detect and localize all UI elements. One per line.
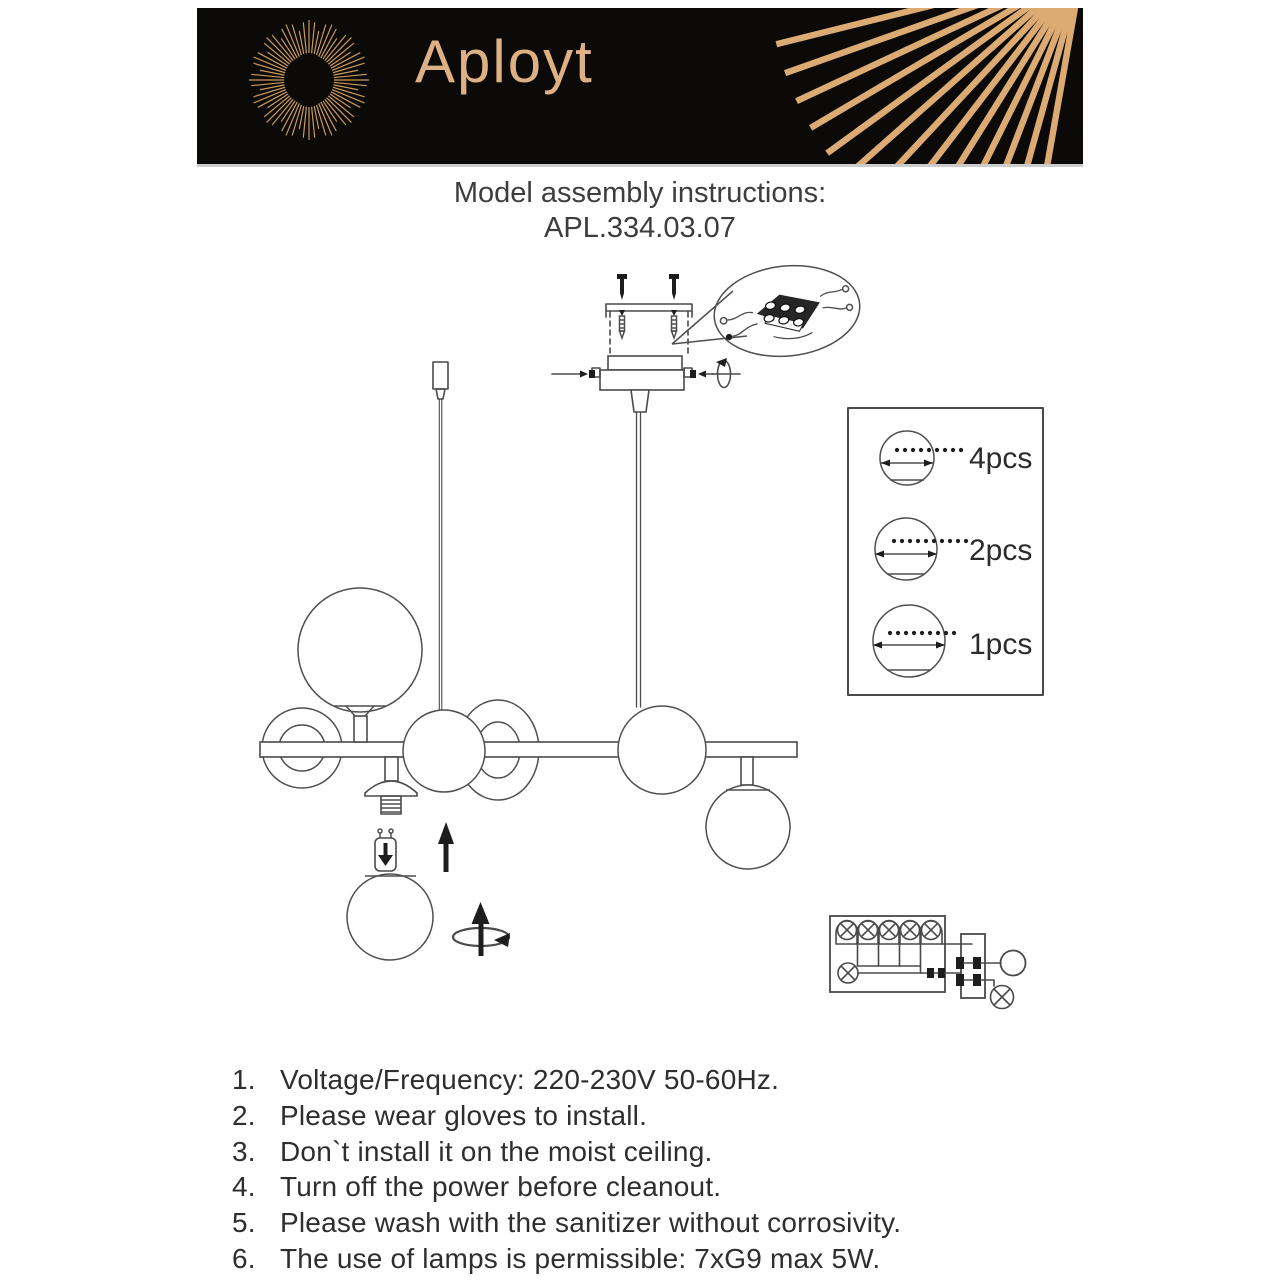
legend-count-2: 2pcs	[969, 534, 1033, 567]
model-number: APL.334.03.07	[544, 212, 736, 244]
hanger-rod-drawing	[637, 412, 641, 707]
terminal-callout-balloon	[672, 259, 864, 364]
item-text: Turn off the power before cleanout.	[280, 1171, 722, 1203]
item-text: Voltage/Frequency: 220-230V 50-60Hz.	[280, 1064, 780, 1095]
title-block	[0, 176, 1280, 245]
item-text: Please wear gloves to install.	[280, 1099, 648, 1131]
list-item	[232, 1134, 1112, 1170]
legend-count-1: 4pcs	[969, 442, 1033, 475]
up-arrow-icon	[438, 822, 454, 872]
suspension-wire-drawing	[433, 362, 448, 710]
globe-right	[618, 706, 706, 794]
globe-middle	[403, 710, 485, 792]
item-text: Please wash with the sanitizer without corrosivity.	[280, 1207, 902, 1239]
item-number: 6.	[232, 1242, 256, 1274]
logo-center-oval	[290, 53, 328, 107]
legend-globe-1pcs	[873, 605, 945, 677]
globe-top-left	[298, 588, 422, 742]
list-item	[232, 1062, 1112, 1098]
list-item	[232, 1205, 1112, 1241]
mounting-screws	[617, 274, 679, 300]
chandelier-bar	[260, 742, 797, 757]
list-item	[232, 1241, 1112, 1277]
item-number: 4.	[232, 1171, 256, 1203]
g9-bulb-icon	[375, 829, 396, 871]
canopy-drawing	[552, 356, 740, 412]
lamp-symbol-bottom-right	[991, 986, 1014, 1009]
rotation-arrow-icon	[712, 358, 740, 388]
legend-globe-4pcs	[880, 431, 934, 485]
rotate-globe-icon	[453, 902, 510, 956]
instruction-list	[232, 1062, 1112, 1277]
item-text: Don`t install it on the moist ceiling.	[280, 1135, 713, 1167]
chandelier-drawing	[260, 588, 797, 960]
item-text: The use of lamps is permissible: 7xG9 max 5W.	[280, 1242, 881, 1274]
assembly-diagram	[190, 250, 1100, 1060]
wiring-diagram	[830, 916, 1026, 1009]
legend-globe-2pcs	[875, 518, 937, 580]
item-number: 5.	[232, 1207, 256, 1239]
globe-pendant-right	[706, 757, 790, 869]
banner-art	[197, 8, 1083, 164]
brand-name: Aployt	[415, 28, 594, 95]
brand-banner	[197, 8, 1083, 164]
detached-globe	[347, 874, 433, 960]
legend-count-3: 1pcs	[969, 628, 1033, 661]
list-item	[232, 1169, 1112, 1205]
list-item	[232, 1098, 1112, 1134]
item-number: 3.	[232, 1135, 256, 1167]
corner-rays-icon	[776, 8, 1082, 164]
parts-legend-box	[848, 408, 1043, 695]
item-number: 2.	[232, 1099, 256, 1131]
item-number: 1.	[232, 1064, 256, 1095]
anchor-screws	[619, 310, 677, 338]
ceiling-rose-symbol	[1001, 951, 1026, 976]
page-title: Model assembly instructions:	[453, 177, 827, 209]
